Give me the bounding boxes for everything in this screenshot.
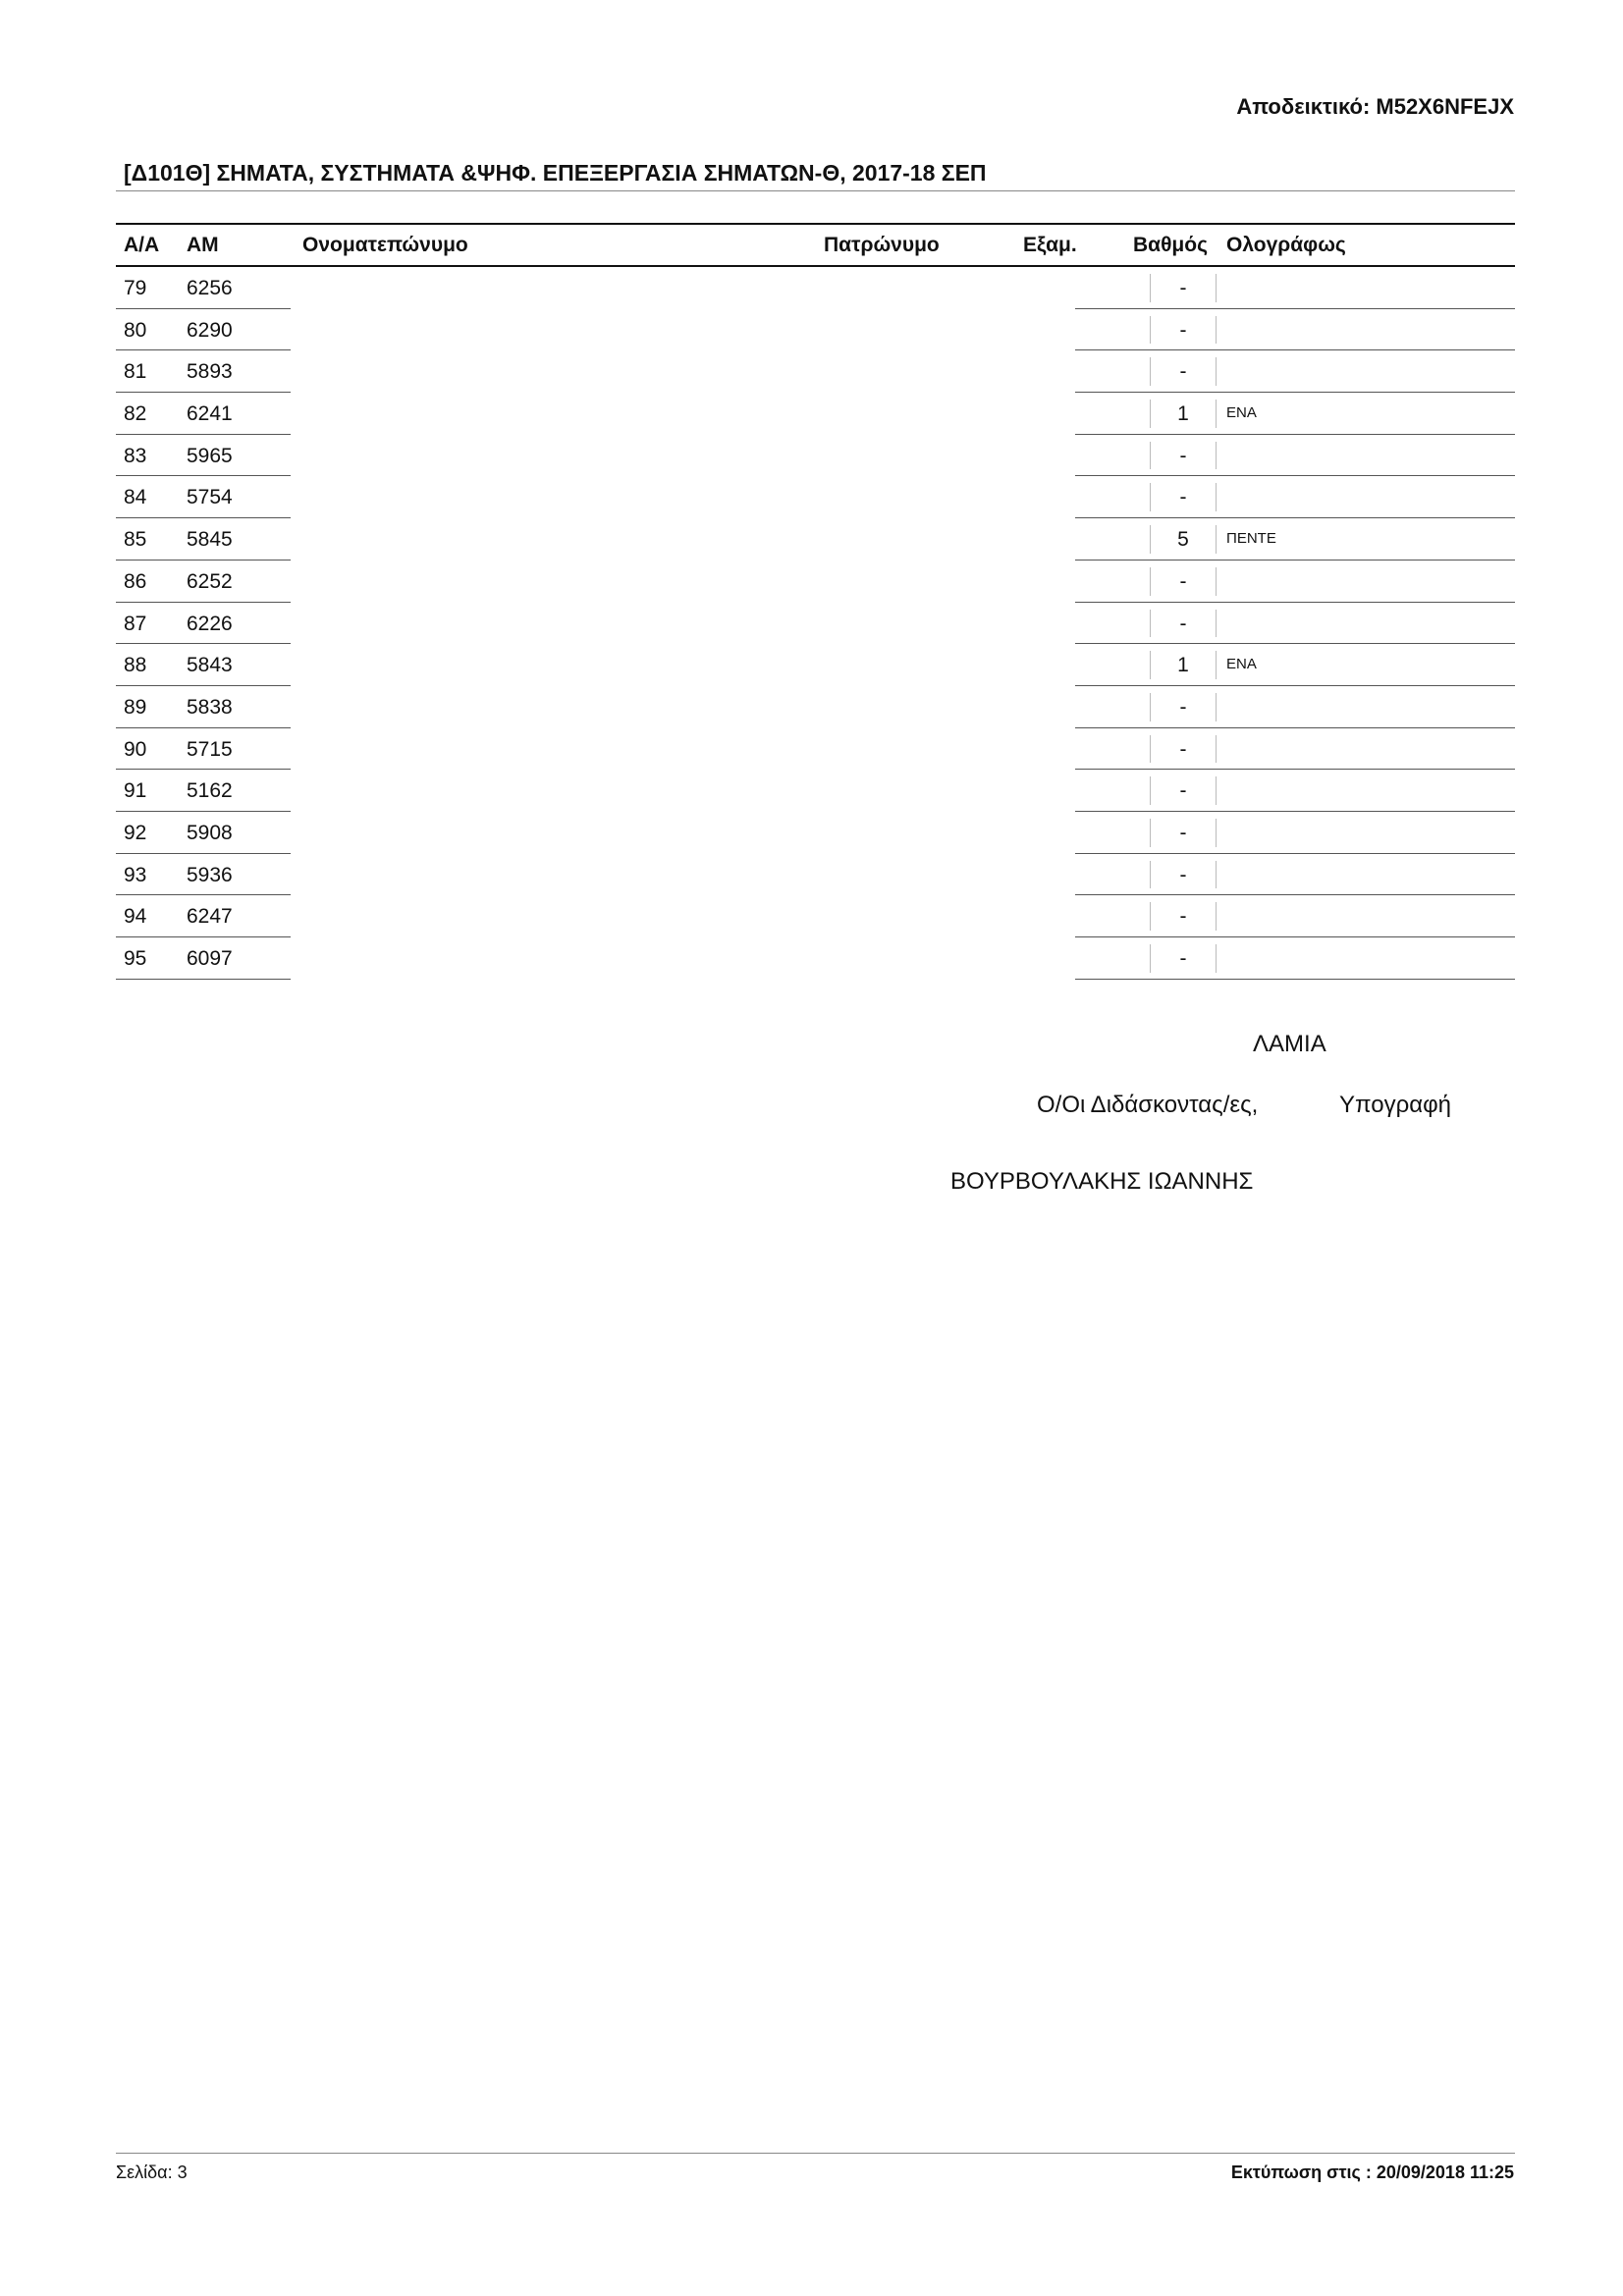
teachers-label: Ο/Οι Διδάσκοντας/ες, xyxy=(1037,1092,1259,1118)
words-cell-divider xyxy=(1216,357,1217,386)
words-cell-divider xyxy=(1216,316,1217,345)
student-id: 5936 xyxy=(187,863,233,886)
grade-cell-divider xyxy=(1150,400,1151,428)
words-cell-divider xyxy=(1216,274,1217,302)
student-id: 6241 xyxy=(187,402,233,426)
table-row xyxy=(116,267,1515,309)
grade-value: - xyxy=(1179,821,1187,844)
grade-cell-divider xyxy=(1150,525,1151,554)
header-am: ΑΜ xyxy=(187,234,219,256)
row-number: 93 xyxy=(124,863,147,886)
grade-cell-divider xyxy=(1150,483,1151,511)
grade-cell-divider xyxy=(1150,442,1151,470)
grade-in-words: ΕΝΑ xyxy=(1226,404,1257,422)
row-rule-left xyxy=(116,979,291,980)
grade-cell-divider xyxy=(1150,735,1151,764)
grade-cell-divider xyxy=(1150,274,1151,302)
words-cell-divider xyxy=(1216,776,1217,805)
grades-table xyxy=(116,223,1515,980)
header-semester: Εξαμ. xyxy=(1023,234,1077,256)
grade-cell-divider xyxy=(1150,902,1151,931)
student-id: 6290 xyxy=(187,318,233,342)
table-row xyxy=(116,350,1515,393)
table-row xyxy=(116,603,1515,645)
table-row xyxy=(116,309,1515,351)
table-row xyxy=(116,812,1515,854)
table-header xyxy=(116,223,1515,267)
table-row xyxy=(116,937,1515,980)
grade-cell-divider xyxy=(1150,693,1151,721)
student-id: 5908 xyxy=(187,821,233,844)
row-number: 85 xyxy=(124,528,147,552)
grade-cell-divider xyxy=(1150,357,1151,386)
grade-value: 1 xyxy=(1177,402,1189,426)
row-number: 91 xyxy=(124,779,147,803)
page-number: Σελίδα: 3 xyxy=(116,2163,188,2182)
table-body xyxy=(116,267,1515,980)
grade-cell-divider xyxy=(1150,944,1151,973)
row-number: 80 xyxy=(124,318,147,342)
footer-divider xyxy=(116,2153,1515,2154)
grade-value: 5 xyxy=(1177,528,1189,552)
grade-in-words: ΕΝΑ xyxy=(1226,656,1257,673)
grade-value: - xyxy=(1179,318,1187,342)
row-number: 95 xyxy=(124,947,147,970)
grade-cell-divider xyxy=(1150,567,1151,596)
grade-value: - xyxy=(1179,444,1187,467)
grade-value: - xyxy=(1179,947,1187,970)
grade-value: - xyxy=(1179,569,1187,593)
student-id: 5893 xyxy=(187,360,233,384)
header-father: Πατρώνυμο xyxy=(824,234,940,256)
words-cell-divider xyxy=(1216,861,1217,889)
grade-in-words: ΠΕΝΤΕ xyxy=(1226,530,1276,548)
header-name: Ονοματεπώνυμο xyxy=(302,234,468,256)
words-cell-divider xyxy=(1216,442,1217,470)
print-timestamp: Εκτύπωση στις : 20/09/2018 11:25 xyxy=(1230,2163,1514,2182)
table-row xyxy=(116,518,1515,561)
table-row xyxy=(116,770,1515,812)
table-row xyxy=(116,728,1515,771)
table-row xyxy=(116,561,1515,603)
course-title: [Δ101Θ] ΣΗΜΑΤΑ, ΣΥΣΤΗΜΑΤΑ &ΨΗΦ. ΕΠΕΞΕΡΓΑΣΙΑ ΣΗΜΑΤΩΝ-Θ, 2017-18 ΣΕΠ xyxy=(124,160,987,186)
words-cell-divider xyxy=(1216,693,1217,721)
student-id: 6252 xyxy=(187,569,233,593)
row-number: 88 xyxy=(124,654,147,677)
table-row xyxy=(116,393,1515,435)
student-id: 6097 xyxy=(187,947,233,970)
row-number: 81 xyxy=(124,360,147,384)
words-cell-divider xyxy=(1216,525,1217,554)
student-id: 6247 xyxy=(187,905,233,929)
words-cell-divider xyxy=(1216,819,1217,847)
table-row xyxy=(116,435,1515,477)
grade-value: - xyxy=(1179,863,1187,886)
row-number: 82 xyxy=(124,402,147,426)
words-cell-divider xyxy=(1216,735,1217,764)
words-cell-divider xyxy=(1216,902,1217,931)
row-number: 84 xyxy=(124,486,147,509)
grade-value: - xyxy=(1179,779,1187,803)
row-number: 90 xyxy=(124,737,147,761)
words-cell-divider xyxy=(1216,400,1217,428)
row-number: 83 xyxy=(124,444,147,467)
student-id: 6226 xyxy=(187,612,233,635)
grade-value: - xyxy=(1179,737,1187,761)
city: ΛΑΜΙΑ xyxy=(1253,1031,1326,1057)
words-cell-divider xyxy=(1216,483,1217,511)
table-row xyxy=(116,854,1515,896)
header-aa: Α/Α xyxy=(124,234,160,256)
header-grade: Βαθμός xyxy=(1133,234,1209,256)
grade-value: 1 xyxy=(1177,654,1189,677)
table-row xyxy=(116,476,1515,518)
student-id: 5843 xyxy=(187,654,233,677)
row-number: 89 xyxy=(124,695,147,719)
grade-cell-divider xyxy=(1150,861,1151,889)
words-cell-divider xyxy=(1216,567,1217,596)
row-number: 86 xyxy=(124,569,147,593)
signature-label: Υπογραφή xyxy=(1339,1092,1452,1118)
student-id: 5754 xyxy=(187,486,233,509)
grade-value: - xyxy=(1179,905,1187,929)
grade-value: - xyxy=(1179,277,1187,299)
words-cell-divider xyxy=(1216,651,1217,679)
teacher-name: ΒΟΥΡΒΟΥΛΑΚΗΣ ΙΩΑΝΝΗΣ xyxy=(950,1168,1254,1195)
grade-value: - xyxy=(1179,612,1187,635)
grade-value: - xyxy=(1179,695,1187,719)
receipt-code: Αποδεικτικό: M52X6NFEJX xyxy=(1236,94,1514,119)
grade-cell-divider xyxy=(1150,610,1151,638)
row-number: 92 xyxy=(124,821,147,844)
table-row xyxy=(116,686,1515,728)
student-id: 5965 xyxy=(187,444,233,467)
row-number: 79 xyxy=(124,277,147,299)
grade-value: - xyxy=(1179,486,1187,509)
student-id: 6256 xyxy=(187,277,233,299)
title-divider xyxy=(116,190,1515,191)
words-cell-divider xyxy=(1216,944,1217,973)
grade-cell-divider xyxy=(1150,316,1151,345)
header-grade-words: Ολογράφως xyxy=(1226,234,1346,256)
grade-cell-divider xyxy=(1150,776,1151,805)
student-id: 5838 xyxy=(187,695,233,719)
student-id: 5162 xyxy=(187,779,233,803)
table-row xyxy=(116,895,1515,937)
words-cell-divider xyxy=(1216,610,1217,638)
student-id: 5715 xyxy=(187,737,233,761)
row-number: 94 xyxy=(124,905,147,929)
row-rule-right xyxy=(1075,979,1515,980)
student-id: 5845 xyxy=(187,528,233,552)
grade-cell-divider xyxy=(1150,819,1151,847)
table-row xyxy=(116,644,1515,686)
row-number: 87 xyxy=(124,612,147,635)
grade-cell-divider xyxy=(1150,651,1151,679)
grade-value: - xyxy=(1179,360,1187,384)
